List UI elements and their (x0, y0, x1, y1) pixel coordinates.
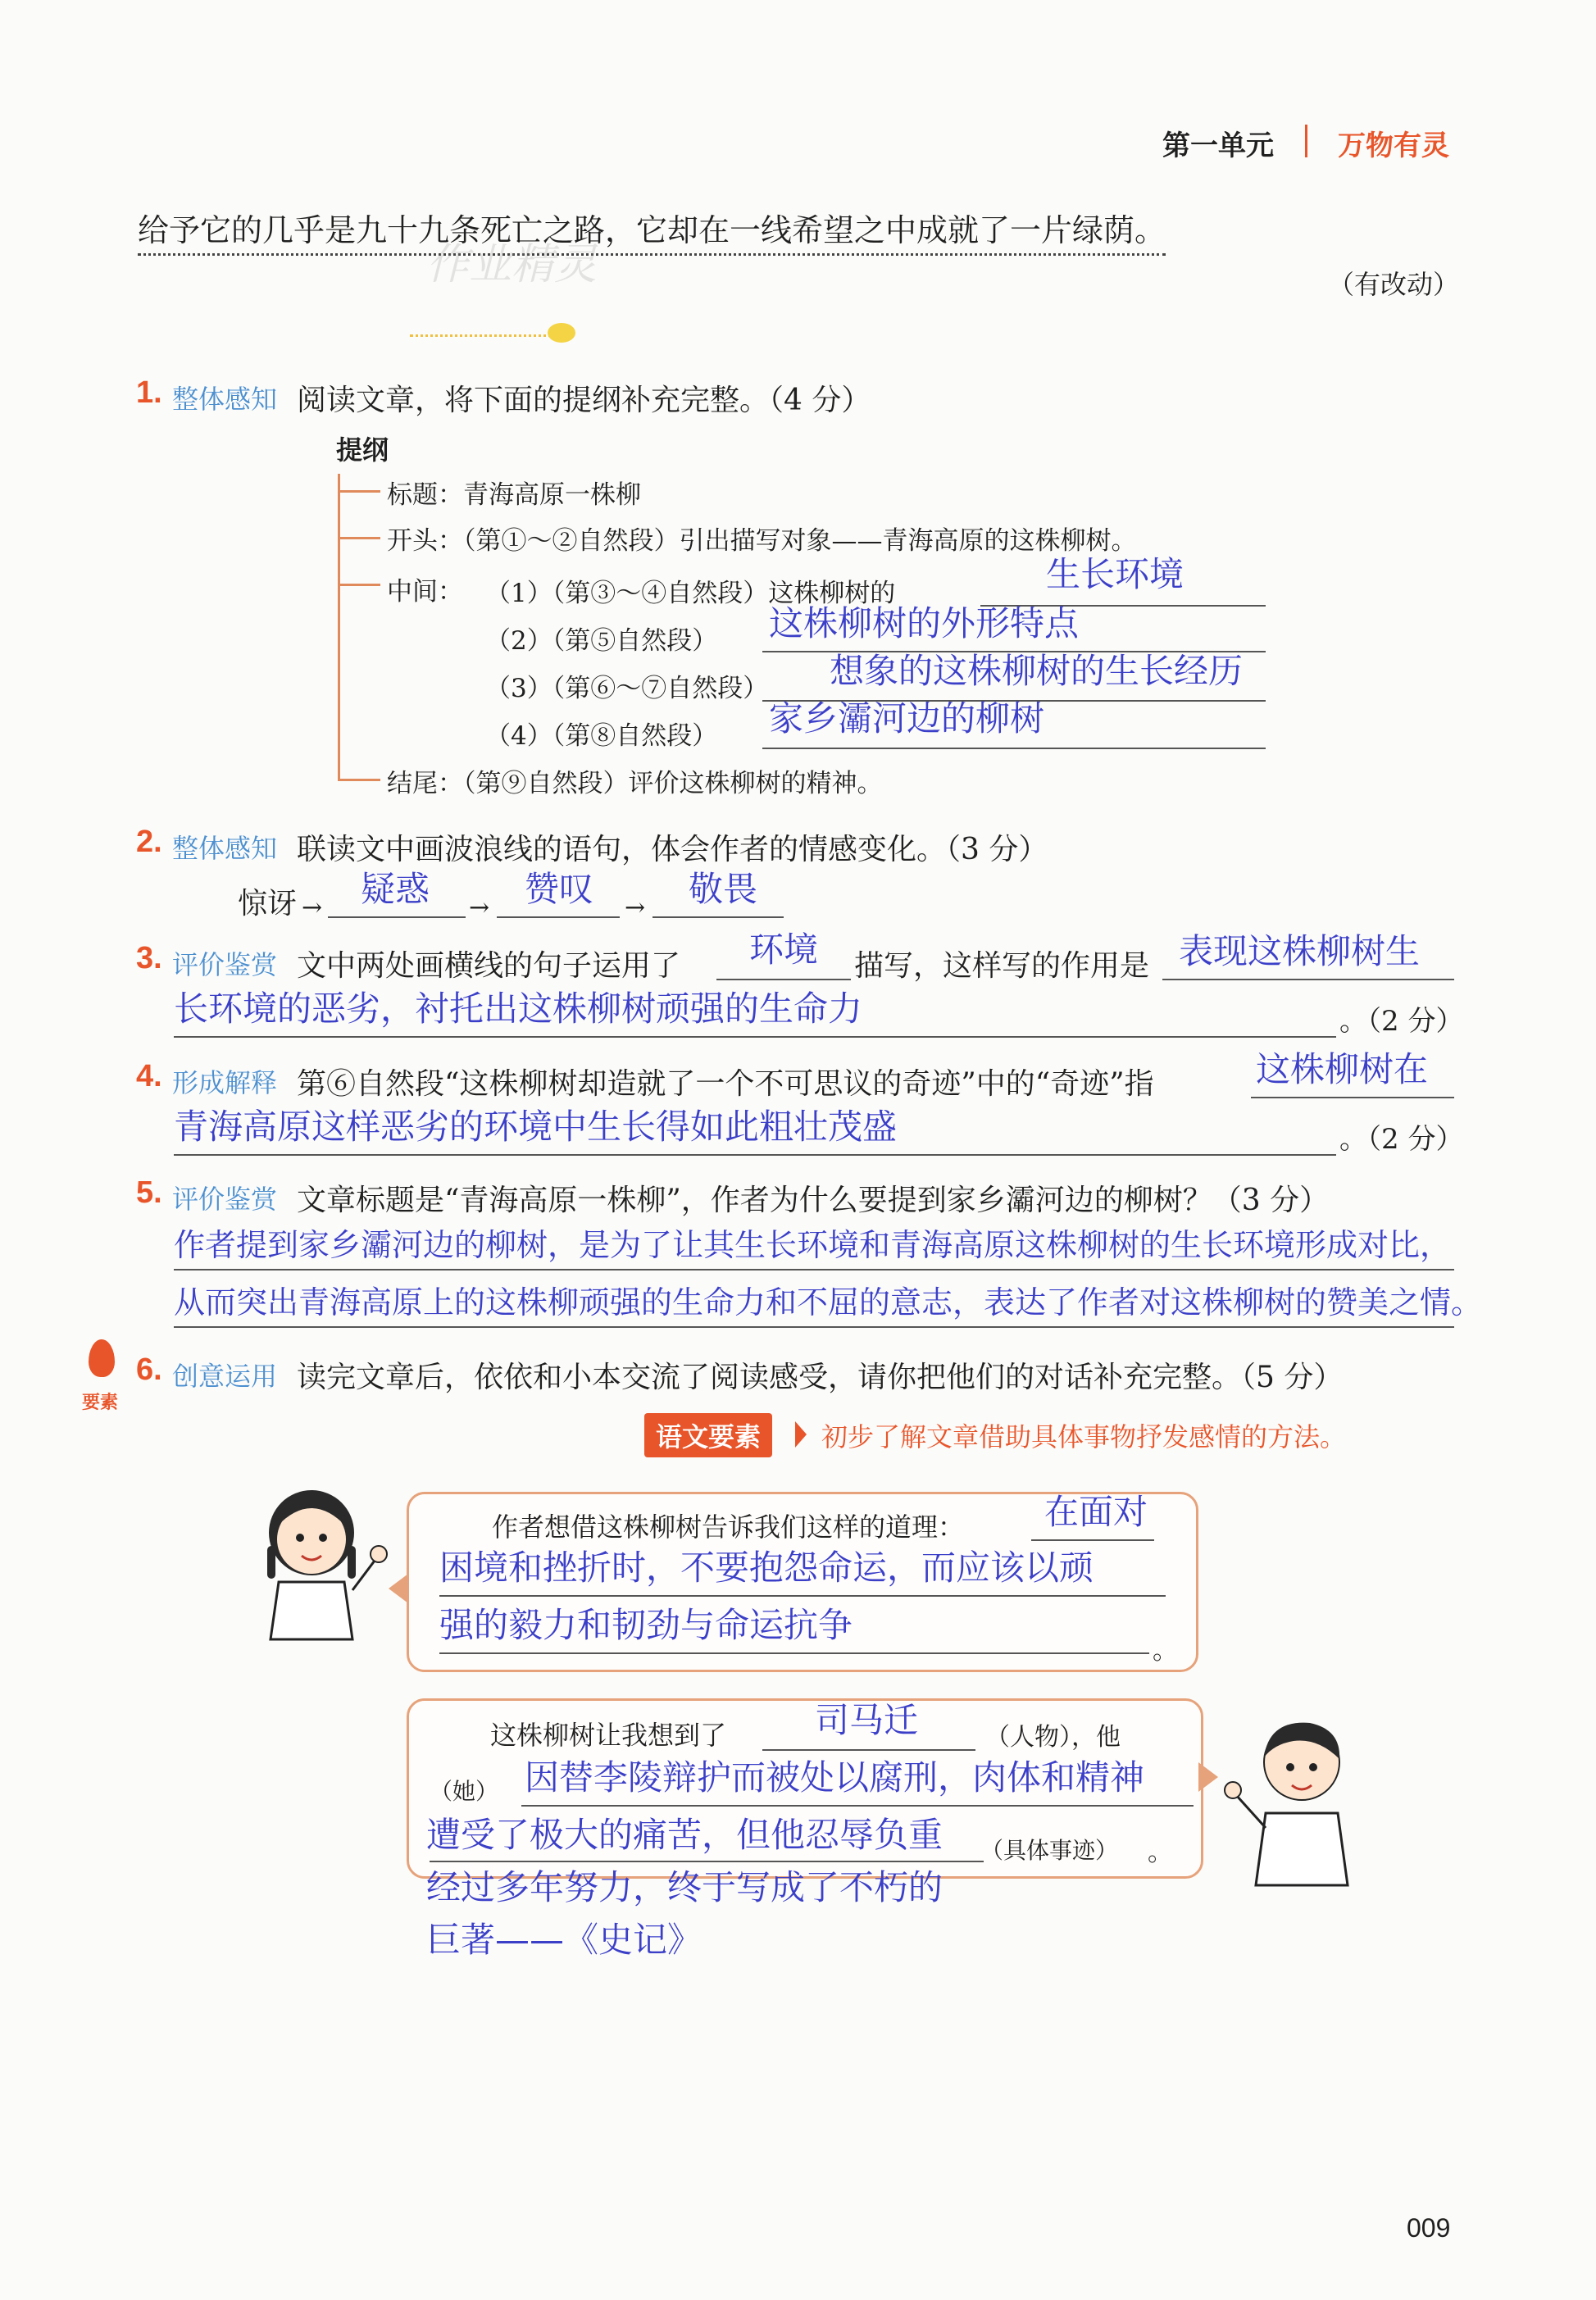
q5-number: 5. (136, 1175, 162, 1210)
watermark: 作业精灵 (426, 240, 598, 289)
q3-answer-b2: 长环境的恶劣，衬托出这株柳树顽强的生命力 (174, 989, 863, 1029)
girl-avatar (246, 1475, 393, 1656)
q3-tag: 评价鉴赏 (172, 949, 278, 980)
bubble2-answer-4: 经过多年努力，终于写成了不朽的 (426, 1867, 944, 1907)
fire-icon (89, 1339, 115, 1377)
outline-branch-middle (338, 584, 380, 586)
outline-ending: 结尾：（第⑨自然段）评价这株柳树的精神。 (387, 769, 883, 798)
q2-tag: 整体感知 (172, 833, 278, 864)
q2-blank-3[interactable] (652, 915, 784, 918)
passage-last-line: 给予它的几乎是九十九条死亡之路，它却在一线希望之中成就了一片绿荫。 (138, 205, 1166, 256)
q6-tag: 创意运用 (172, 1361, 278, 1392)
q3-answer-b1: 表现这株柳树生 (1179, 931, 1421, 971)
q2-text: 联读文中画波浪线的语句，体会作者的情感变化。（3 分） (297, 833, 1048, 866)
outline-title: 提纲 (336, 434, 389, 466)
answer-middle-1: 生长环境 (1046, 554, 1184, 594)
q1-number: 1. (136, 375, 162, 410)
q5-tag: 评价鉴赏 (172, 1184, 278, 1215)
page-number: 009 (1407, 2213, 1451, 2243)
arrow-icon: → (302, 893, 323, 922)
q5-text: 文章标题是“青海高原一株柳”，作者为什么要提到家乡灞河边的柳树？（3 分） (297, 1184, 1330, 1217)
answer-middle-3: 想象的这株柳树的生长经历 (830, 651, 1244, 691)
outline-vertical-line (338, 474, 340, 779)
q6-number: 6. (136, 1352, 162, 1387)
q4-tag: 形成解释 (172, 1067, 278, 1098)
bubble1-end: 。 (1153, 1636, 1178, 1666)
q3-score: 。（2 分） (1339, 1005, 1464, 1038)
outline-branch-title (338, 490, 380, 493)
arrow-icon: → (625, 893, 646, 922)
q3-answer-a: 环境 (749, 930, 819, 970)
bubble2-note: （具体事迹） (980, 1837, 1119, 1864)
q1-tag: 整体感知 (172, 384, 278, 415)
outline-branch-opening (338, 537, 380, 539)
q6-badge: 要素 (82, 1393, 119, 1413)
q3-text-b: 描写，这样写的作用是 (854, 949, 1150, 983)
outline-opening: 开头：（第①～②自然段）引出描写对象——青海高原的这株柳树。 (387, 526, 1137, 556)
q4-blank-1[interactable] (1251, 1095, 1454, 1098)
q2-number: 2. (136, 825, 162, 859)
q6-text: 读完文章后，依依和小本交流了阅读感受，请你把他们的对话补充完整。（5 分） (297, 1361, 1344, 1394)
bubble1-answer-1: 在面对 (1044, 1492, 1148, 1532)
answer-middle-2: 这株柳树的外形特点 (769, 603, 1080, 643)
q2-answer-3: 敬畏 (689, 869, 758, 909)
passage-note: （有改动） (1328, 269, 1460, 300)
q2-answer-1: 疑惑 (361, 869, 430, 909)
bubble1-answer-3: 强的毅力和韧劲与命运抗争 (439, 1605, 853, 1645)
header-divider (1305, 125, 1307, 157)
q4-answer-2: 青海高原这样恶劣的环境中生长得如此粗壮茂盛 (174, 1107, 898, 1147)
bubble2-answer-2: 因替李陵辩护而被处以腐刑，肉体和精神 (525, 1757, 1145, 1798)
bubble2-answer-1: 司马迁 (815, 1700, 919, 1740)
outline-branch-ending (338, 779, 380, 781)
q2-blank-2[interactable] (497, 915, 620, 918)
element-text: 初步了解文章借助具体事物抒发感情的方法。 (821, 1421, 1347, 1452)
q5-answer-1: 作者提到家乡灞河边的柳树，是为了让其生长环境和青海高原这株柳树的生长环境形成对比， (174, 1227, 1452, 1263)
q3-blank-a[interactable] (716, 977, 851, 980)
theme-label: 万物有灵 (1338, 130, 1449, 162)
outline-middle-4: （4）（第⑧自然段） (485, 721, 718, 751)
bubble1-blank-3[interactable] (439, 1651, 1149, 1654)
bubble1-answer-2: 困境和挫折时，不要抱怨命运，而应该以顽 (439, 1548, 1094, 1588)
q4-answer-1: 这株柳树在 (1256, 1049, 1429, 1089)
bubble2-prompt: 这株柳树让我想到了 (490, 1720, 727, 1751)
element-label: 语文要素 (644, 1413, 772, 1457)
bubble2-end: 。 (1148, 1838, 1173, 1867)
q2-blank-1[interactable] (328, 915, 466, 918)
outline-middle-3: （3）（第⑥～⑦自然段） (485, 674, 769, 703)
q4-text: 第⑥自然段“这株柳树却造就了一个不可思议的奇迹”中的“奇迹”指 (297, 1067, 1154, 1101)
bubble2-answer-3: 遭受了极大的痛苦，但他忍辱负重 (426, 1815, 944, 1855)
q4-blank-2[interactable] (174, 1152, 1336, 1156)
bubble-tail (389, 1574, 408, 1603)
q3-blank-b1[interactable] (1162, 977, 1454, 980)
bubble1-blank-2[interactable] (439, 1593, 1166, 1597)
bubble2-answer-5: 巨著——《史记》 (426, 1920, 703, 1960)
outline-middle-label: 中间： (387, 577, 463, 607)
bubble1-prompt: 作者想借这株柳树告诉我们这样的道理： (492, 1511, 965, 1543)
element-arrow-icon (795, 1421, 807, 1448)
outline-title-line: 标题：青海高原一株柳 (387, 480, 641, 510)
q1-text: 阅读文章，将下面的提纲补充完整。（4 分） (297, 384, 871, 417)
q2-answer-2: 赞叹 (525, 869, 594, 909)
q4-score: 。（2 分） (1339, 1123, 1464, 1156)
bubble-tail (1198, 1762, 1218, 1792)
lemon-icon (548, 323, 575, 343)
q3-number: 3. (136, 941, 162, 975)
q5-answer-2: 从而突出青海高原上的这株柳顽强的生命力和不屈的意志，表达了作者对这株柳树的赞美之情。 (174, 1284, 1483, 1320)
answer-line-4[interactable] (762, 746, 1266, 749)
answer-middle-4: 家乡灞河边的柳树 (769, 698, 1045, 739)
q3-blank-b2[interactable] (174, 1034, 1336, 1038)
bubble2-blank-2[interactable] (521, 1803, 1194, 1807)
outline-middle-1: （1）（第③～④自然段）这株柳树的 (485, 579, 896, 608)
q4-number: 4. (136, 1059, 162, 1093)
boy-avatar (1220, 1705, 1367, 1893)
dotted-separator (410, 334, 557, 337)
arrow-icon: → (469, 893, 490, 922)
q3-text-a: 文中两处画横线的句子运用了 (297, 949, 681, 983)
bubble2-person: （人物），他 (985, 1723, 1121, 1752)
q5-line-2[interactable] (174, 1325, 1454, 1328)
unit-label: 第一单元 (1162, 130, 1274, 162)
q5-line-1[interactable] (174, 1267, 1454, 1270)
outline-middle-2: （2）（第⑤自然段） (485, 626, 718, 656)
bubble2-ta: （她） (430, 1778, 499, 1805)
q2-start: 惊讶 (238, 887, 298, 920)
